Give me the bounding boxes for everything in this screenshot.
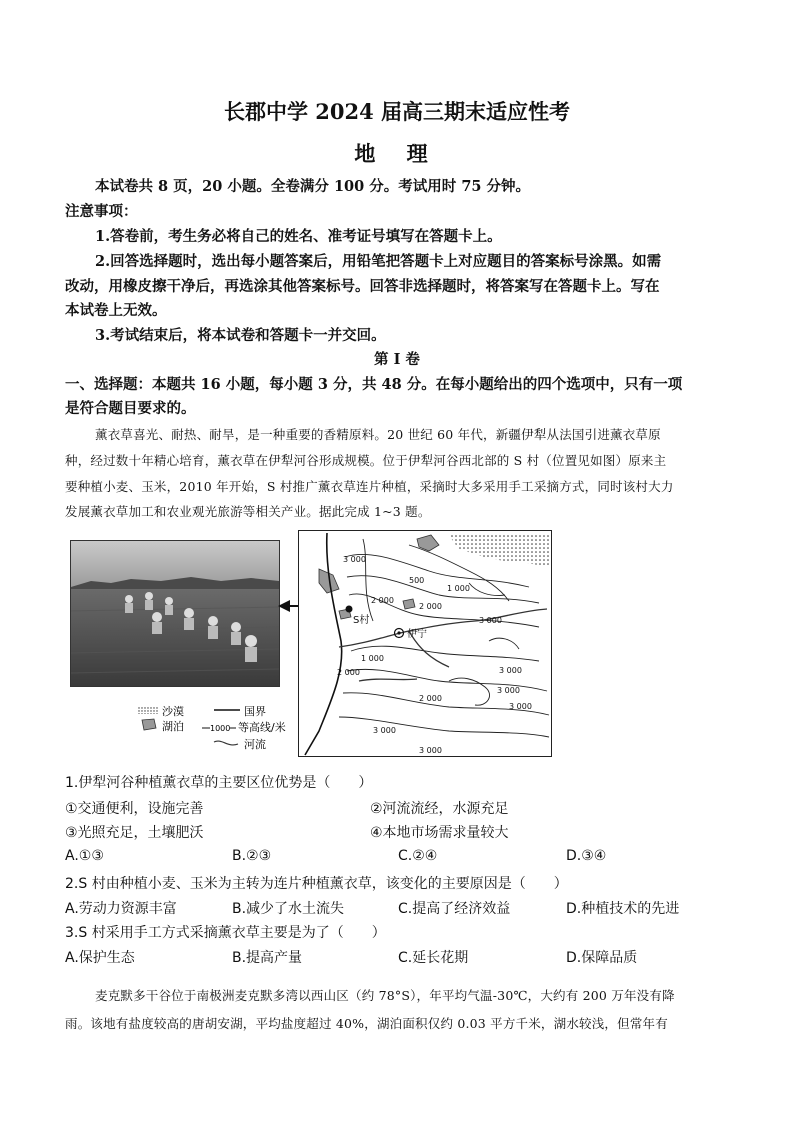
question-3-stem: 3.S 村采用手工方式采摘薰衣草主要是为了（ ） bbox=[65, 925, 386, 941]
q2-option-d[interactable]: D.种植技术的先进 bbox=[566, 901, 680, 917]
legend-art bbox=[138, 704, 298, 756]
contour-label: 3 000 bbox=[479, 616, 502, 625]
legend-river: 河流 bbox=[244, 738, 266, 751]
question-2-stem: 2.S 村由种植小麦、玉米为主转为连片种植薰衣草，该变化的主要原因是（ ） bbox=[65, 876, 568, 892]
q1-item-1: ①交通便利，设施完善 bbox=[65, 801, 204, 817]
q1-option-a[interactable]: A.①③ bbox=[65, 848, 104, 864]
desert-legend-icon bbox=[138, 706, 158, 714]
map-legend bbox=[138, 704, 298, 756]
notice-heading: 注意事项： bbox=[65, 203, 138, 220]
river-legend-icon bbox=[214, 741, 238, 745]
passage1-line2: 种，经过数十年精心培育，薰衣草在伊犁河谷形成规模。位于伊犁河谷西北部的 S 村（位置见如图）原来主 bbox=[65, 453, 667, 468]
legend-border: 国界 bbox=[244, 705, 266, 718]
map-art bbox=[299, 531, 551, 756]
legend-lake: 湖泊 bbox=[162, 720, 184, 733]
notice-item-2-line3: 本试卷上无效。 bbox=[65, 302, 167, 319]
village-label: S村 bbox=[353, 615, 370, 626]
page-title: 长郡中学 2024 届高三期末适应性考 bbox=[223, 99, 571, 124]
contour-label: 3 000 bbox=[419, 746, 442, 755]
question-1-stem: 1.伊犁河谷种植薰衣草的主要区位优势是（ ） bbox=[65, 775, 373, 791]
q1-option-b[interactable]: B.②③ bbox=[232, 848, 272, 864]
contour-label: 1 000 bbox=[361, 654, 384, 663]
contour-label: 3 000 bbox=[343, 555, 366, 564]
lake-legend-icon bbox=[142, 719, 156, 730]
legend-contour-sample: 1000 bbox=[210, 724, 231, 733]
exam-info: 本试卷共 8 页，20 小题。全卷满分 100 分。考试用时 75 分钟。 bbox=[95, 178, 531, 195]
legend-contour: 等高线/米 bbox=[238, 721, 286, 734]
city-label: 伊宁 bbox=[407, 629, 427, 640]
q3-option-a[interactable]: A.保护生态 bbox=[65, 950, 135, 966]
q3-option-c[interactable]: C.延长花期 bbox=[398, 950, 469, 966]
contour-label: 3 000 bbox=[509, 702, 532, 711]
q1-item-4: ④本地市场需求量较大 bbox=[370, 825, 509, 841]
q2-option-a[interactable]: A.劳动力资源丰富 bbox=[65, 901, 177, 917]
q2-option-c[interactable]: C.提高了经济效益 bbox=[398, 901, 511, 917]
q1-item-3: ③光照充足，土壤肥沃 bbox=[65, 825, 204, 841]
passage1-line3: 要种植小麦、玉米，2010 年开始，S 村推广薰衣草连片种植，采摘时大多采用手工采摘方式，同时该村大力 bbox=[65, 479, 674, 494]
contour-label: 2 000 bbox=[371, 596, 394, 605]
q1-option-d[interactable]: D.③④ bbox=[566, 848, 607, 864]
section-heading-line2: 是符合题目要求的。 bbox=[65, 400, 196, 417]
contour-label: 2 000 bbox=[419, 694, 442, 703]
q3-option-b[interactable]: B.提高产量 bbox=[232, 950, 303, 966]
subject-title: 地 理 bbox=[354, 141, 440, 166]
passage2-line1: 麦克默多干谷位于南极洲麦克默多湾以西山区（约 78°S），年平均气温-30℃，大约有 200 万年没有降 bbox=[95, 988, 675, 1003]
notice-item-1: 1.答卷前，考生务必将自己的姓名、准考证号填写在答题卡上。 bbox=[95, 228, 502, 245]
q2-option-b[interactable]: B.减少了水土流失 bbox=[232, 901, 345, 917]
harvest-photo bbox=[70, 540, 280, 687]
notice-item-3: 3.考试结束后，将本试卷和答题卡一并交回。 bbox=[95, 327, 386, 344]
contour-label: 2 000 bbox=[337, 668, 360, 677]
notice-item-2-line1: 2.回答选择题时，选出每小题答案后，用铅笔把答题卡上对应题目的答案标号涂黑。如需 bbox=[95, 253, 662, 270]
passage2-line2: 雨。该地有盐度较高的唐胡安湖，平均盐度超过 40%，湖泊面积仅约 0.03 平方千米，湖水较浅，但常年有 bbox=[65, 1016, 668, 1031]
contour-label: 1 000 bbox=[447, 584, 470, 593]
harvest-photo-art bbox=[71, 541, 279, 686]
passage1-line1: 薰衣草喜光、耐热、耐旱，是一种重要的香精原料。20 世纪 60 年代，新疆伊犁从法国引进薰衣草原 bbox=[95, 427, 661, 442]
national-border bbox=[305, 533, 342, 755]
contour-label: 3 000 bbox=[497, 686, 520, 695]
desert-area bbox=[447, 533, 549, 567]
q1-option-c[interactable]: C.②④ bbox=[398, 848, 438, 864]
part-title: 第 I 卷 bbox=[374, 351, 420, 368]
contour-label: 2 000 bbox=[419, 602, 442, 611]
contour-label: 3 000 bbox=[499, 666, 522, 675]
notice-item-2-line2: 改动，用橡皮擦干净后，再选涂其他答案标号。回答非选择题时，将答案写在答题卡上。写在 bbox=[65, 278, 660, 295]
q1-item-2: ②河流流经，水源充足 bbox=[370, 801, 509, 817]
legend-desert: 沙漠 bbox=[162, 705, 184, 718]
ili-valley-map bbox=[298, 530, 552, 757]
contour-label: 500 bbox=[409, 576, 425, 585]
q3-option-d[interactable]: D.保障品质 bbox=[566, 950, 638, 966]
village-marker bbox=[346, 606, 353, 613]
passage1-line4: 发展薰衣草加工和农业观光旅游等相关产业。据此完成 1~3 题。 bbox=[65, 504, 431, 519]
contour-label: 3 000 bbox=[373, 726, 396, 735]
section-heading-line1: 一、选择题：本题共 16 小题，每小题 3 分，共 48 分。在每小题给出的四个选项中，只有一项 bbox=[65, 376, 683, 393]
